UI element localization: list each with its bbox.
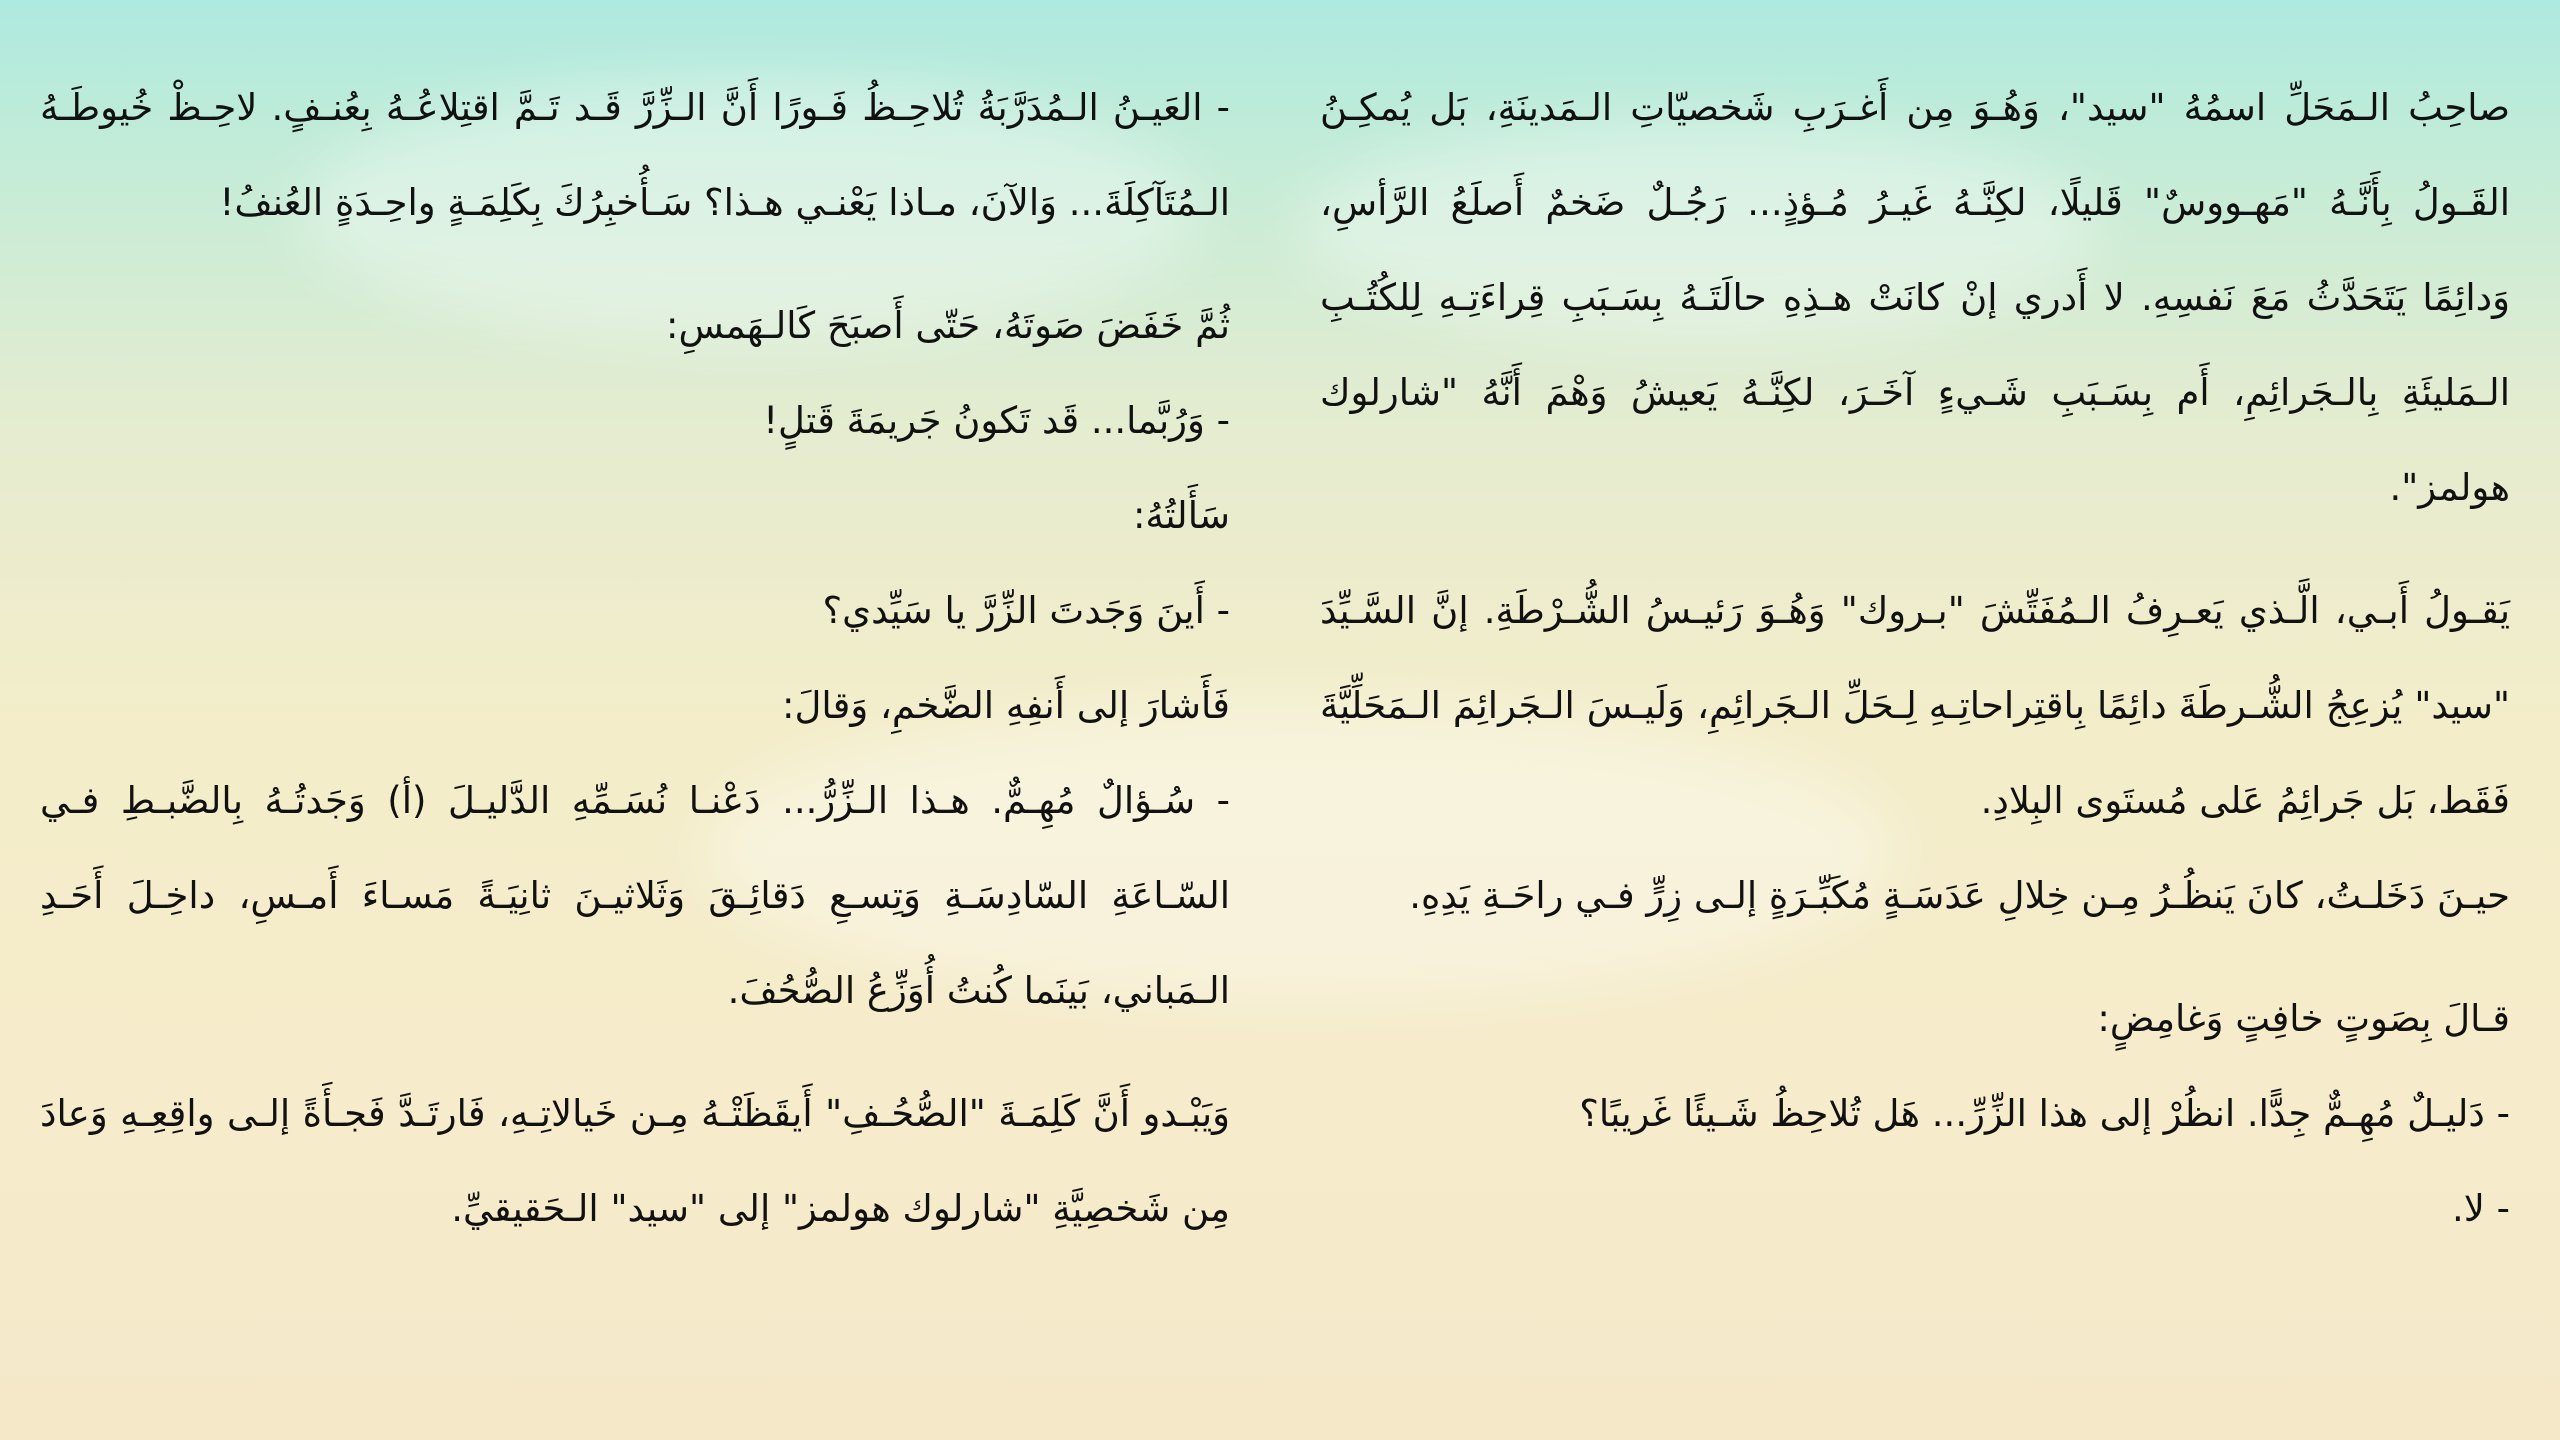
paragraph-entering: حيـنَ دَخَلـتُ، كانَ يَنظُـرُ مِـن خِلالِ عَدَسَـةٍ مُكَبِّـرَةٍ إلـى زِرٍّ فـي راحَـةِ يَدِهِ.: [1409, 874, 2510, 917]
dialogue-line: - لا.: [2452, 1187, 2510, 1230]
paragraph-he-said: قـالَ بِصَوتٍ خافِتٍ وَغامِضٍ:: [2097, 997, 2510, 1040]
paragraph-gap: [40, 1038, 1230, 1066]
paragraph-ending: وَيَبْـدو أَنَّ كَلِمَـةَ "الصُّحُـفِ" أَيقَظَتْـهُ مِـن خَيالاتِـهِ، فَارتَـدَّ فَجـأَةً إلـى واقِعِـهِ وَعادَ مِن شَخصِيَّةِ "شارلوك هولمز" إلى "سيد" الـحَقيقيِّ.: [40, 1092, 1230, 1230]
paragraph-asked: سَأَلتُهُ:: [1132, 494, 1230, 537]
dialogue-line: - وَرُبَّما... قَد تَكونُ جَريمَةَ قَتلٍ!: [763, 399, 1230, 442]
dialogue-line: - العَيـنُ الـمُدَرَّبَةُ تُلاحِـظُ فَـورًا أَنَّ الـزِّرَّ قَـد تَـمَّ اقتِلاعُـهُ بِعُنـفٍ. لاحِـظْ خُيوطَـهُ الـمُتَآكِلَةَ... وَالآنَ، مـاذا يَعْنـي هـذا؟ سَـأُخبِرُكَ بِكَلِمَـةٍ واحِـدَةٍ العُنفُ!: [40, 86, 1230, 224]
paragraph-father-says: يَقـولُ أَبـي، الَّـذي يَعـرِفُ الـمُفَتِّشَ "بـروك" وَهُـوَ رَئيـسُ الشُّـرْطَةِ. إنَّ السَّـيِّدَ "سيد" يُزعِجُ الشُّـرطَةَ دائِمًا بِاقتِراحاتِـهِ لِـحَلِّ الـجَرائِمِ، وَلَيـسَ الـجَرائِمَ الـمَحَلِّيَّةَ فَقَط، بَل جَرائِمُ عَلى مُستَوى البِلادِ.: [1320, 589, 2510, 822]
paragraph-gap: [1320, 943, 2510, 971]
paragraph-description: صاحِبُ الـمَحَلِّ اسمُهُ "سيد"، وَهُـوَ مِن أَغـرَبِ شَخصيّاتِ الـمَدينَةِ، بَل يُمكِـنُ القَـولُ بِأَنَّـهُ "مَهـووسٌ" قَليلًا، لكِنَّـهُ غَيـرُ مُـؤذٍ... رَجُـلٌ ضَخمٌ أَصلَعُ الرَّأسِ، وَدائِمًا يَتَحَدَّثُ مَعَ نَفسِهِ. لا أَدري إنْ كانَتْ هـذِهِ حالَتَـهُ بِسَـبَبِ قِراءَتِـهِ لِلكُتُـبِ الـمَليئَةِ بِالـجَرائِمِ، أَم بِسَـبَبِ شَـيءٍ آخَـرَ، لكِنَّـهُ يَعيشُ وَهْمَ أَنَّهُ "شارلوك هولمز".: [1320, 86, 2510, 509]
paragraph-pointed: فَأَشارَ إلى أَنفِهِ الضَّخمِ، وَقالَ:: [782, 684, 1230, 727]
paragraph-gap: [1320, 535, 2510, 563]
paragraph-whisper: ثُمَّ خَفَضَ صَوتَهُ، حَتّى أَصبَحَ كَالـهَمسِ:: [666, 304, 1230, 347]
dialogue-line: - أَينَ وَجَدتَ الزِّرَّ يا سَيِّدي؟: [822, 589, 1230, 632]
dialogue-line: - دَليـلٌ مُهِـمٌّ جِدًّا. انظُرْ إلى هذا الزِّرِّ... هَل تُلاحِظُ شَـيئًا غَريبًا؟: [1579, 1092, 2510, 1135]
dialogue-line: - سُـؤالٌ مُهِـمٌّ. هـذا الـزِّرُّ... دَعْنـا نُسَـمِّهِ الدَّليـلَ (أ) وَجَدتُـهُ بِالضَّبـطِ فـي السّـاعَةِ السّادِسَـةِ وَتِسـعِ دَقائِـقَ وَثَلاثيـنَ ثانِيَـةً مَسـاءَ أَمـسِ، داخِـلَ أَحَـدِ الـمَباني، بَينَما كُنتُ أُوَزِّعُ الصُّحُفَ.: [40, 779, 1230, 1012]
story-column-left: [40, 60, 1230, 1256]
story-column-right: [1320, 60, 2510, 1256]
paragraph-gap: [40, 250, 1230, 278]
